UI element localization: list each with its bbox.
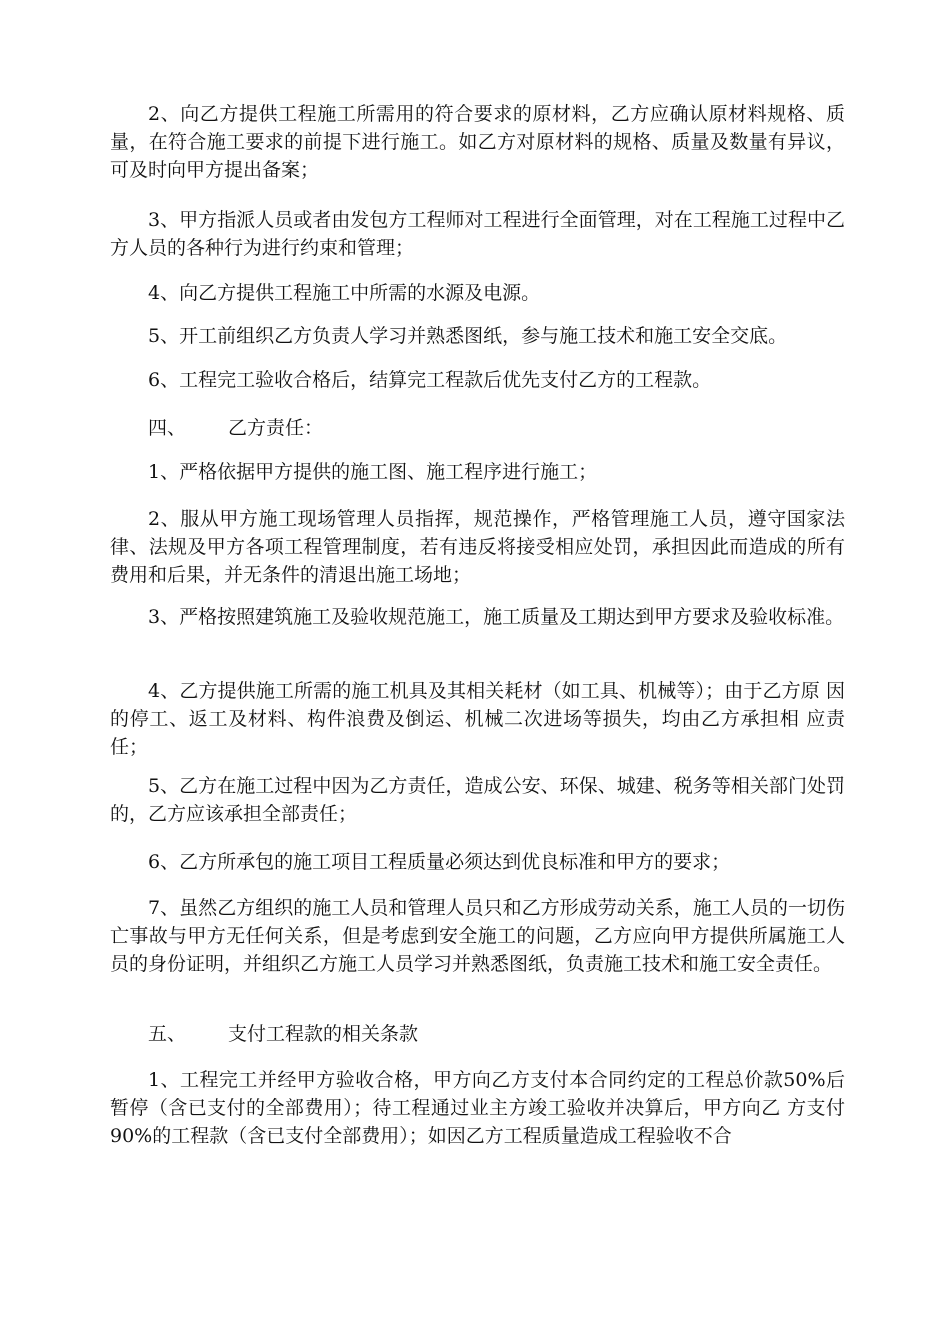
section-number: 五、: [148, 1023, 187, 1045]
clause-paragraph: 5、乙方在施工过程中因为乙方责任，造成公安、环保、城建、税务等相关部门处罚的，乙方应该承担全部责任；: [110, 775, 845, 825]
clause-paragraph: 4、乙方提供施工所需的施工机具及其相关耗材（如工具、机械等）；由于乙方原 因的停工、返工及材料、构件浪费及倒运、机械二次进场等损失，均由乙方承担相 应责任；: [110, 680, 845, 758]
clause-paragraph: 1、工程完工并经甲方验收合格，甲方向乙方支付本合同约定的工程总价款50%后暂停（含已支付的全部费用）；待工程通过业主方竣工验收并决算后，甲方向乙 方支付 90%的工程款（含已支付全部费用）；如因乙方工程质量造成工程验收不合: [110, 1069, 845, 1147]
clause-paragraph: 3、严格按照建筑施工及验收规范施工，施工质量及工期达到甲方要求及验收标准。: [148, 606, 845, 628]
section-title: 乙方责任：: [228, 417, 324, 439]
clause-paragraph: 2、服从甲方施工现场管理人员指挥，规范操作，严格管理施工人员，遵守国家法律、法规及甲方各项工程管理制度，若有违反将接受相应处罚，承担因此而造成的所有费用和后果，并无条件的清退出施工场地；: [110, 508, 845, 586]
clause-paragraph: 5、开工前组织乙方负责人学习并熟悉图纸，参与施工技术和施工安全交底。: [148, 325, 788, 347]
clause-paragraph: 6、工程完工验收合格后，结算完工程款后优先支付乙方的工程款。: [148, 369, 712, 391]
clause-paragraph: 1、严格依据甲方提供的施工图、施工程序进行施工；: [148, 461, 598, 483]
section-heading-4: [148, 414, 323, 442]
section-title: 支付工程款的相关条款: [228, 1023, 419, 1045]
section-heading-5: [148, 1020, 418, 1048]
clause-paragraph: 4、向乙方提供工程施工中所需的水源及电源。: [148, 282, 541, 304]
clause-paragraph: 3、甲方指派人员或者由发包方工程师对工程进行全面管理，对在工程施工过程中乙方人员的各种行为进行约束和管理；: [110, 209, 845, 259]
clause-paragraph: 7、虽然乙方组织的施工人员和管理人员只和乙方形成劳动关系，施工人员的一切伤亡事故与甲方无任何关系，但是考虑到安全施工的问题，乙方应向甲方提供所属施工人员的身份证明，并组织乙方施工人员学习并熟悉图纸，负责施工技术和施工安全责任。: [110, 897, 845, 975]
clause-paragraph: 6、乙方所承包的施工项目工程质量必须达到优良标准和甲方的要求；: [148, 851, 731, 873]
section-number: 四、: [148, 417, 187, 439]
clause-paragraph: 2、向乙方提供工程施工所需用的符合要求的原材料，乙方应确认原材料规格、质量，在符合施工要求的前提下进行施工。如乙方对原材料的规格、质量及数量有异议，可及时向甲方提出备案；: [110, 103, 845, 181]
